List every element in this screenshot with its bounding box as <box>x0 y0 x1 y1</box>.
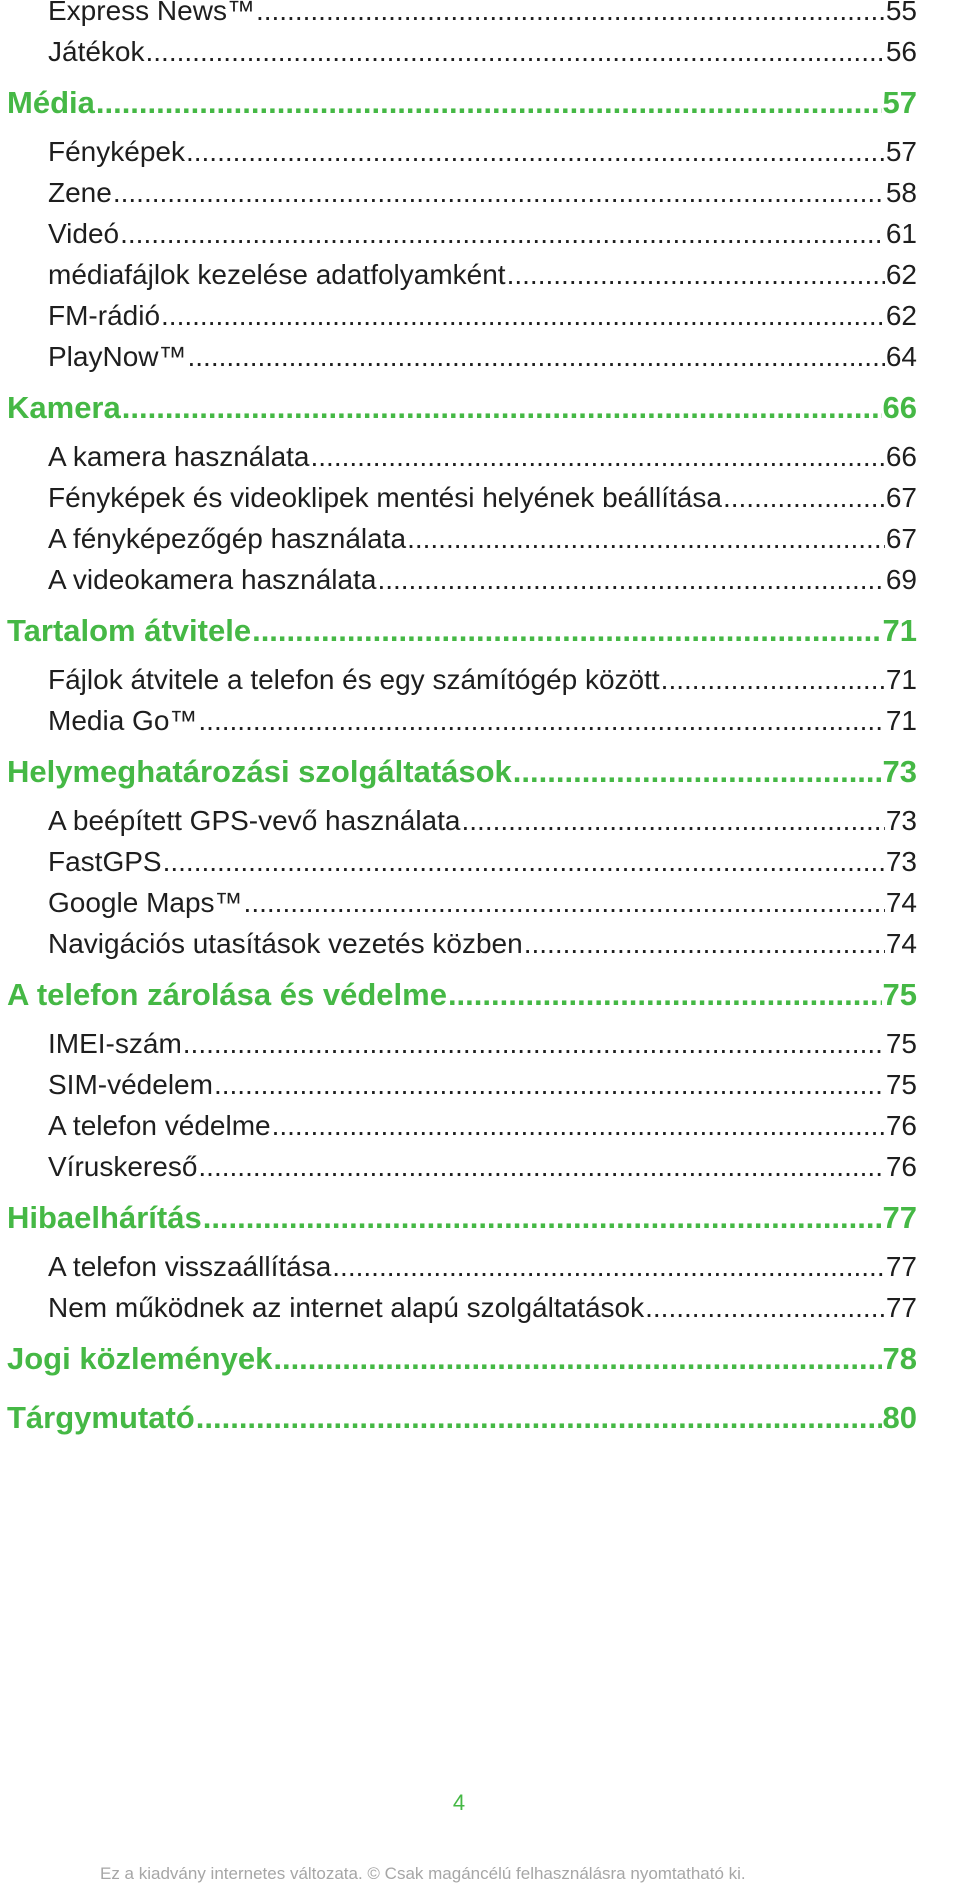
toc-entry-page: 58 <box>885 177 917 208</box>
toc-entry-page: 76 <box>885 1110 917 1141</box>
toc-entry-page: 66 <box>882 390 917 425</box>
dot-leader <box>183 1026 885 1062</box>
toc-entry-title: Nem működnek az internet alapú szolgáltatások <box>48 1292 645 1323</box>
toc-entry[interactable] <box>48 1249 917 1285</box>
toc-entry-page: 67 <box>885 482 917 513</box>
toc-entry-page: 67 <box>885 523 917 554</box>
toc-entry-title: Jogi közlemények <box>7 1341 273 1376</box>
toc-entry-title: Fájlok átvitele a telefon és egy számítógép között <box>48 664 660 695</box>
dot-leader <box>252 612 881 650</box>
toc-entry-page: 74 <box>885 887 917 918</box>
toc-entry-title: médiafájlok kezelése adatfolyamként <box>48 259 506 290</box>
toc-entry-page: 56 <box>885 36 917 67</box>
toc-entry-title: Játékok <box>48 36 145 67</box>
toc-entry-title: Videó <box>48 218 120 249</box>
dot-leader <box>272 1108 885 1144</box>
dot-leader <box>407 521 885 557</box>
toc-entry[interactable] <box>48 175 917 211</box>
dot-leader <box>187 339 884 375</box>
toc-section-entry[interactable] <box>7 976 917 1014</box>
toc-entry-title: A telefon zárolása és védelme <box>7 977 447 1012</box>
toc-entry-title: A telefon visszaállítása <box>48 1251 332 1282</box>
toc-entry[interactable] <box>48 480 917 516</box>
toc-entry[interactable] <box>48 298 917 334</box>
toc-entry-title: Víruskereső <box>48 1151 198 1182</box>
dot-leader <box>524 926 885 962</box>
toc-entry-page: 71 <box>885 705 917 736</box>
toc-entry[interactable] <box>48 703 917 739</box>
toc-entry-page: 71 <box>882 613 917 648</box>
dot-leader <box>96 84 882 122</box>
toc-entry[interactable] <box>48 844 917 880</box>
toc-entry[interactable] <box>48 134 917 170</box>
toc-entry[interactable] <box>48 885 917 921</box>
toc-entry-title: A telefon védelme <box>48 1110 271 1141</box>
footer-note: Ez a kiadvány internetes változata. © Csak magáncélú felhasználásra nyomtatható ki. <box>100 1864 746 1883</box>
toc-entry-title: Helymeghatározási szolgáltatások <box>7 754 512 789</box>
toc-entry-page: 75 <box>885 1028 917 1059</box>
toc-entry-title: Hibaelhárítás <box>7 1200 202 1235</box>
dot-leader <box>273 1340 881 1378</box>
toc-entry[interactable] <box>48 562 917 598</box>
toc-entry[interactable] <box>48 926 917 962</box>
dot-leader <box>146 34 885 70</box>
dot-leader <box>196 1399 882 1437</box>
dot-leader <box>723 480 885 516</box>
dot-leader <box>122 389 882 427</box>
dot-leader <box>113 175 885 211</box>
toc-entry-page: 62 <box>885 259 917 290</box>
toc-entry[interactable] <box>48 1067 917 1103</box>
dot-leader <box>244 885 885 921</box>
toc-entry[interactable] <box>48 1149 917 1185</box>
toc-entry-page: 75 <box>882 977 917 1012</box>
dot-leader <box>448 976 882 1014</box>
toc-entry[interactable] <box>48 1026 917 1062</box>
toc-entry-title: PlayNow™ <box>48 341 187 372</box>
toc-entry-title: A fényképezőgép használata <box>48 523 407 554</box>
toc-entry-page: 77 <box>882 1200 917 1235</box>
dot-leader <box>332 1249 885 1285</box>
dot-leader <box>256 0 885 29</box>
toc-entry-title: A videokamera használata <box>48 564 377 595</box>
toc-entry[interactable] <box>48 803 917 839</box>
toc-section-entry[interactable] <box>7 612 917 650</box>
toc-entry-title: Zene <box>48 177 112 208</box>
toc-entry[interactable] <box>48 439 917 475</box>
toc-entry-page: 55 <box>885 0 917 26</box>
toc-entry[interactable] <box>48 662 917 698</box>
toc-section-entry[interactable] <box>7 389 917 427</box>
toc-entry-title: Média <box>7 85 95 120</box>
toc-entry-title: Navigációs utasítások vezetés közben <box>48 928 523 959</box>
toc-section-entry[interactable] <box>7 1399 917 1437</box>
toc-entry[interactable] <box>48 1108 917 1144</box>
toc-entry[interactable] <box>48 257 917 293</box>
toc-entry-page: 69 <box>885 564 917 595</box>
dot-leader <box>461 803 884 839</box>
toc-entry-title: Google Maps™ <box>48 887 243 918</box>
toc-entry-title: Express News™ <box>48 0 255 26</box>
toc-entry-title: Fényképek és videoklipek mentési helyének beállítása <box>48 482 722 513</box>
toc-entry-title: Fényképek <box>48 136 185 167</box>
toc-entry-title: IMEI-szám <box>48 1028 182 1059</box>
toc-entry-page: 71 <box>885 664 917 695</box>
toc-section-entry[interactable] <box>7 753 917 791</box>
toc-entry-page: 64 <box>885 341 917 372</box>
toc-entry-page: 61 <box>885 218 917 249</box>
dot-leader <box>120 216 885 252</box>
toc-entry-page: 66 <box>885 441 917 472</box>
dot-leader <box>203 1199 882 1237</box>
toc-entry-title: A kamera használata <box>48 441 310 472</box>
toc-entry-page: 62 <box>885 300 917 331</box>
toc-entry-title: Kamera <box>7 390 121 425</box>
toc-entry[interactable] <box>48 216 917 252</box>
dot-leader <box>186 134 885 170</box>
toc-section-entry[interactable] <box>7 1340 917 1378</box>
dot-leader <box>513 753 882 791</box>
dot-leader <box>198 1149 884 1185</box>
toc-entry[interactable] <box>48 339 917 375</box>
toc-entry-page: 57 <box>882 85 917 120</box>
toc-entry-page: 57 <box>885 136 917 167</box>
toc-entry-title: Tárgymutató <box>7 1400 195 1435</box>
toc-entry-page: 73 <box>882 754 917 789</box>
toc-entry-page: 74 <box>885 928 917 959</box>
toc-entry-page: 78 <box>882 1341 917 1376</box>
dot-leader <box>198 703 884 739</box>
toc-entry[interactable] <box>48 34 917 70</box>
page-number: 4 <box>452 1790 466 1815</box>
dot-leader <box>645 1290 885 1326</box>
toc-entry-title: FM-rádió <box>48 300 161 331</box>
toc-section-entry[interactable] <box>7 1199 917 1237</box>
toc-entry[interactable] <box>48 0 917 29</box>
dot-leader <box>507 257 885 293</box>
dot-leader <box>311 439 885 475</box>
dot-leader <box>661 662 885 698</box>
toc-entry-page: 80 <box>882 1400 917 1435</box>
toc-entry-title: Tartalom átvitele <box>7 613 252 648</box>
toc-entry-title: SIM-védelem <box>48 1069 213 1100</box>
toc-entry-page: 77 <box>885 1292 917 1323</box>
toc-entry-page: 73 <box>885 846 917 877</box>
dot-leader <box>161 298 885 334</box>
toc-entry[interactable] <box>48 1290 917 1326</box>
toc-entry-page: 73 <box>885 805 917 836</box>
toc-entry[interactable] <box>48 521 917 557</box>
dot-leader <box>377 562 884 598</box>
toc-entry-page: 76 <box>885 1151 917 1182</box>
toc-entry-title: Media Go™ <box>48 705 198 736</box>
dot-leader <box>163 844 885 880</box>
toc-entry-title: FastGPS <box>48 846 162 877</box>
toc-entry-page: 77 <box>885 1251 917 1282</box>
dot-leader <box>214 1067 885 1103</box>
toc-entry-title: A beépített GPS-vevő használata <box>48 805 461 836</box>
toc-section-entry[interactable] <box>7 84 917 122</box>
toc-entry-page: 75 <box>885 1069 917 1100</box>
